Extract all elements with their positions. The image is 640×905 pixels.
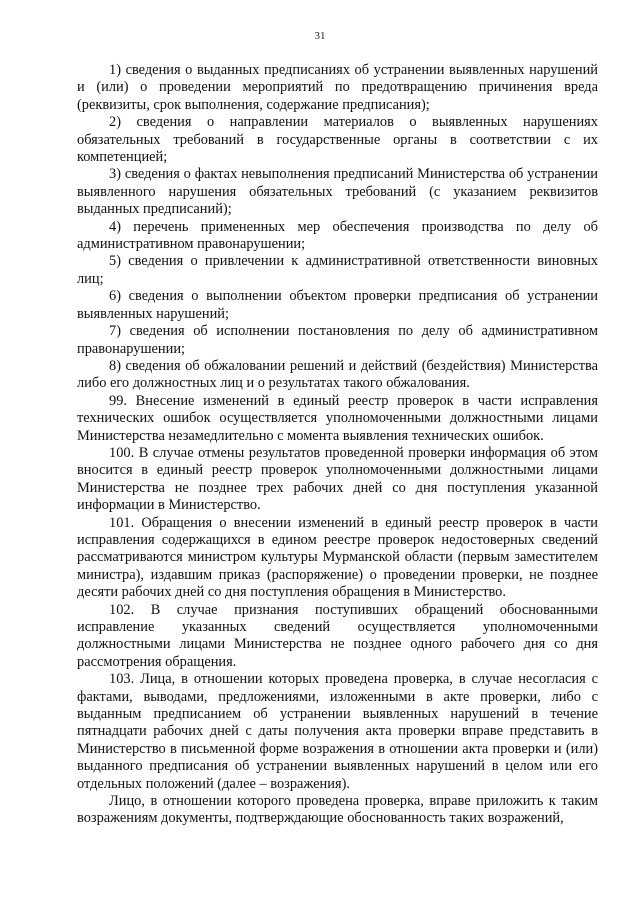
paragraph: Лицо, в отношении которого проведена проверка, вправе приложить к таким возражениям документы, подтверждающие обоснованность таких возражений, bbox=[77, 793, 598, 827]
paragraph: 7) сведения об исполнении постановления по делу об административном правонарушении; bbox=[77, 323, 598, 357]
page-number: 31 bbox=[314, 30, 326, 42]
paragraph: 3) сведения о фактах невыполнения предписаний Министерства об устранении выявленного нарушения обязательных требований (с указанием реквизитов выданных предписаний); bbox=[77, 166, 598, 218]
paragraph: 99. Внесение изменений в единый реестр проверок в части исправления технических ошибок осуществляется уполномоченными должностными лицами Министерства незамедлительно с момента выявления технических ошибок. bbox=[77, 392, 598, 444]
paragraph: 2) сведения о направлении материалов о выявленных нарушениях обязательных требований в государственные органы в соответствии с их компетенцией; bbox=[77, 114, 598, 166]
paragraph: 1) сведения о выданных предписаниях об устранении выявленных нарушений и (или) о проведении мероприятий по предотвращению причинения вреда (реквизиты, срок выполнения, содержание предписания); bbox=[77, 62, 598, 113]
paragraph: 100. В случае отмены результатов проведенной проверки информация об этом вносится в единый реестр проверок уполномоченными должностными лицами Министерства не позднее трех рабочих дней со дня поступления указанной информации в Министерство. bbox=[77, 444, 598, 514]
paragraph: 5) сведения о привлечении к административной ответственности виновных лиц; bbox=[77, 253, 598, 287]
paragraph: 101. Обращения о внесении изменений в единый реестр проверок в части исправления содержащихся в едином реестре проверок недостоверных сведений рассматриваются министром культуры Мурманской области (первым заместителем министра), издавшим приказ (распоряжение) о проведении проверки, не позднее десяти рабочих дней со дня поступления обращения в Министерство. bbox=[77, 514, 598, 601]
paragraph: 102. В случае признания поступивших обращений обоснованными исправление указанных сведений осуществляется уполномоченными должностными лицами Министерства не позднее одного рабочего дня со дня рассмотрения обращения. bbox=[77, 601, 598, 670]
paragraph: 103. Лица, в отношении которых проведена проверка, в случае несогласия с фактами, выводами, предложениями, изложенными в акте проверки, либо с выданным предписанием об устранении выявленных нарушений в течение пятнадцати рабочих дней с даты получения акта проверки вправе представить в Министерство в письменной форме возражения в отношении акта проверки и (или) выданного предписания об устранении выявленных нарушений в целом или его отдельных положений (далее – возражения). bbox=[77, 671, 598, 792]
paragraph: 6) сведения о выполнении объектом проверки предписания об устранении выявленных нарушений; bbox=[77, 288, 598, 322]
paragraph: 4) перечень примененных мер обеспечения производства по делу об административном правонарушении; bbox=[77, 218, 598, 253]
document-body bbox=[77, 62, 598, 828]
paragraph: 8) сведения об обжаловании решений и действий (бездействия) Министерства либо его должностных лиц и о результатах такого обжалования. bbox=[77, 357, 598, 392]
